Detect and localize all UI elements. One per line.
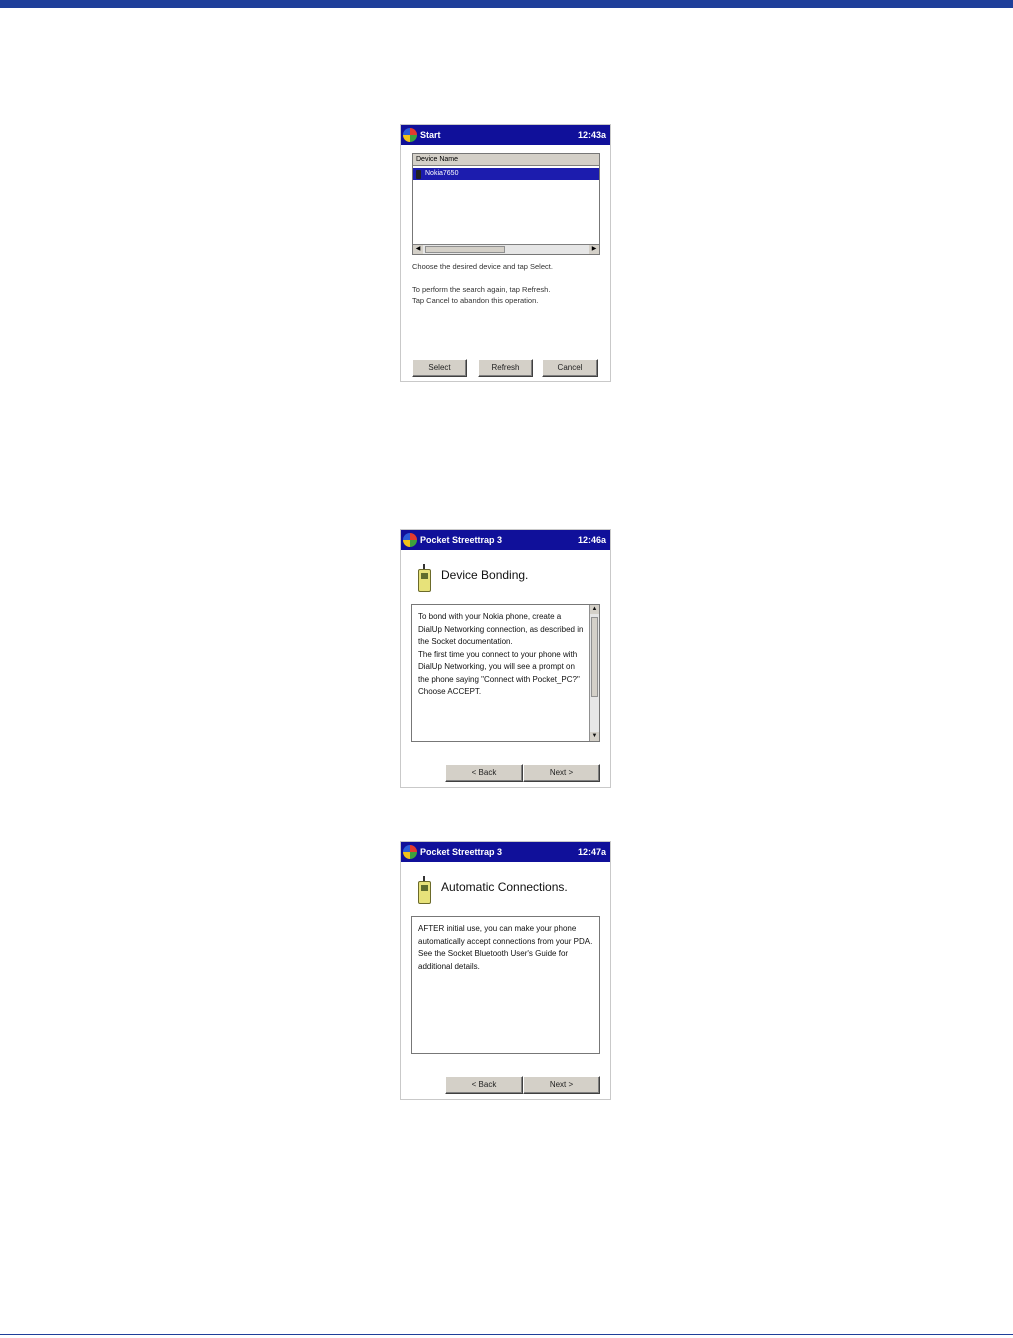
scroll-thumb[interactable] (591, 617, 598, 697)
instruction-cancel: Tap Cancel to abandon this operation. (412, 296, 539, 305)
scroll-down-icon[interactable]: ▼ (591, 733, 598, 739)
clock: 12:46a (577, 535, 606, 545)
device-list[interactable] (412, 153, 600, 255)
back-button[interactable]: < Back (445, 764, 523, 782)
windows-start-icon[interactable] (403, 128, 417, 142)
scroll-left-icon[interactable]: ◀ (413, 245, 423, 254)
next-button[interactable]: Next > (523, 1076, 600, 1094)
instructions-paragraph: AFTER initial use, you can make your phone automatically accept connections from your PDA. (418, 924, 593, 946)
clock: 12:47a (577, 847, 606, 857)
wizard-heading: Automatic Connections. (441, 880, 568, 894)
screenshot-automatic-connections (400, 841, 611, 1100)
instruction-refresh: To perform the search again, tap Refresh. (412, 285, 551, 294)
screenshot-device-bonding (400, 529, 611, 788)
instructions-panel (411, 916, 600, 1054)
back-button[interactable]: < Back (445, 1076, 523, 1094)
window-title: Pocket Streettrap 3 (420, 847, 503, 857)
next-button[interactable]: Next > (523, 764, 600, 782)
refresh-button[interactable]: Refresh (478, 359, 533, 377)
phone-icon (416, 170, 421, 179)
page-header-bar (0, 0, 1013, 8)
wizard-heading: Device Bonding. (441, 568, 529, 582)
horizontal-scrollbar[interactable] (413, 244, 599, 254)
instruction-select: Choose the desired device and tap Select. (412, 262, 553, 271)
title-bar (401, 125, 610, 145)
instructions-paragraph: See the Socket Bluetooth User's Guide for additional details. (418, 949, 569, 971)
cancel-button[interactable]: Cancel (542, 359, 598, 377)
windows-start-icon[interactable] (403, 533, 417, 547)
column-header-device-name[interactable]: Device Name (413, 154, 599, 166)
vertical-scrollbar[interactable] (589, 605, 599, 741)
page-footer-rule (0, 1334, 1013, 1335)
phone-icon (418, 876, 431, 904)
clock: 12:43a (577, 130, 606, 140)
screenshot-device-selection (400, 124, 611, 382)
select-button[interactable]: Select (412, 359, 467, 377)
instructions-paragraph: To bond with your Nokia phone, create a DialUp Networking connection, as described in the Socket documentation. (418, 612, 584, 646)
title-bar (401, 530, 610, 550)
instructions-paragraph: The first time you connect to your phone with DialUp Networking, you will see a prompt on the phone saying "Connect with Pocket_PC?" Choose ACCEPT. (418, 649, 580, 696)
list-item[interactable] (413, 168, 599, 180)
window-title: Start (420, 130, 441, 140)
scroll-up-icon[interactable]: ▲ (591, 606, 598, 612)
instructions-panel (411, 604, 600, 742)
windows-start-icon[interactable] (403, 845, 417, 859)
phone-icon (418, 564, 431, 592)
scroll-thumb[interactable] (425, 246, 505, 253)
scroll-right-icon[interactable]: ▶ (589, 245, 599, 254)
device-name: Nokia7650 (425, 170, 459, 177)
title-bar (401, 842, 610, 862)
window-title: Pocket Streettrap 3 (420, 535, 503, 545)
